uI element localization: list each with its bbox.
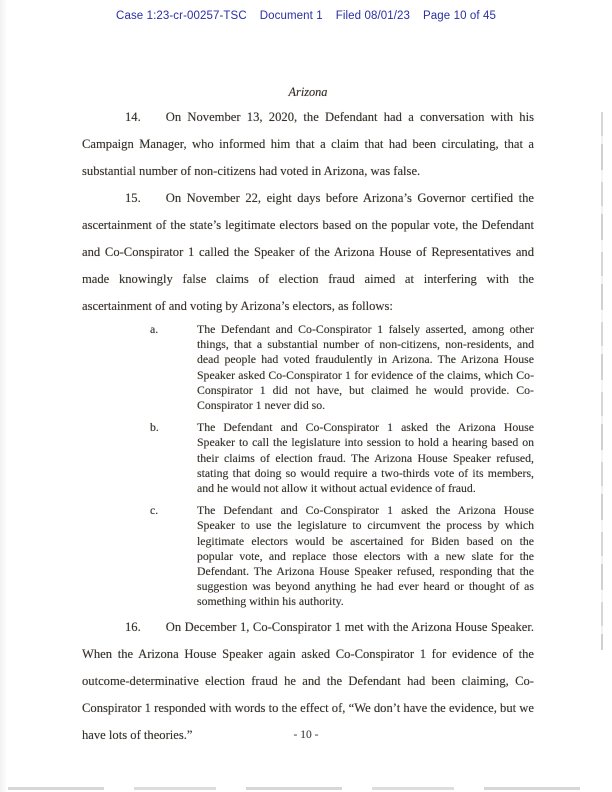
page-number: - 10 - [293,729,319,741]
subitem-letter: a. [150,322,159,336]
subitem-text: The Defendant and Co-Conspirator 1 asked the Arizona House Speaker to use the legislature to circumvent the process by which legitimate electors would be ascertained for Biden based on the popular vote, and replace those electors with a new slate for the Defendant. The Arizona House Speaker refused, responding that the suggestion was beyond anything he had ever heard or thought of as something within his authority. [197,503,534,609]
document-body [82,84,534,749]
subitem-text: The Defendant and Co-Conspirator 1 falsely asserted, among other things, that a substantial number of non-citizens, non-residents, and dead people had voted fraudulently in Arizona. The Arizona House Speaker asked Co-Conspirator 1 for evidence of the claims, which Co-Conspirator 1 did not have, but claimed he would provide. Co-Conspirator 1 never did so. [197,322,534,413]
subitem-list [150,322,534,610]
paragraph-text: On December 1, Co-Conspirator 1 met with the Arizona House Speaker. When the Arizona House Speaker again asked Co-Conspirator 1 for evidence of the outcome-determinative election fraud he and the Defendant had been claiming, Co-Conspirator 1 responded with words to the effect of, “We don’t have the evidence, but we have lots of theories.” [82,619,534,742]
subitem-letter: b. [150,420,159,435]
paragraph-15 [82,185,534,320]
stamp-page-count: Page 10 of 45 [423,10,496,22]
paragraph-text: On November 22, eight days before Arizona’s Governor certified the ascertainment of the state’s legitimate electors based on the popular vote, the Defendant and Co-Conspirator 1 called the Speaker of the Arizona House of Representatives and made knowingly false claims of election fraud aimed at interfering with the ascertainment of and voting by Arizona’s electors, as follows: [82,191,534,313]
subitem-b [150,420,534,496]
subitem-c [150,503,534,609]
subitem-text: The Defendant and Co-Conspirator 1 asked the Arizona House Speaker to call the legislature into session to hold a hearing based on their claims of election fraud. The Arizona House Speaker refused, stating that doing so would require a two-thirds vote of its members, and he would not allow it without actual evidence of fraud. [197,420,534,496]
scan-artifact-right-edge [601,112,603,650]
stamp-document-number: Document 1 [259,10,323,22]
scan-artifact-bottom-edge [8,787,607,790]
subitem-letter: c. [150,503,159,518]
paragraph-text: On November 13, 2020, the Defendant had a conversation with his Campaign Manager, who informed him that a claim that had been circulating, that a substantial number of non-citizens had voted in Arizona, was false. [82,110,534,178]
stamp-case-number: Case 1:23-cr-00257-TSC [116,10,247,22]
paragraph-number: 15. [125,191,141,205]
paragraph-number: 16. [125,619,141,634]
stamp-filed-date: Filed 08/01/23 [335,10,411,22]
paragraph-number: 14. [125,110,141,124]
section-heading: Arizona [288,85,328,99]
case-stamp [0,10,612,22]
subitem-a [150,322,534,413]
scan-artifact-left-edge [0,0,7,792]
paragraph-14 [82,104,534,185]
